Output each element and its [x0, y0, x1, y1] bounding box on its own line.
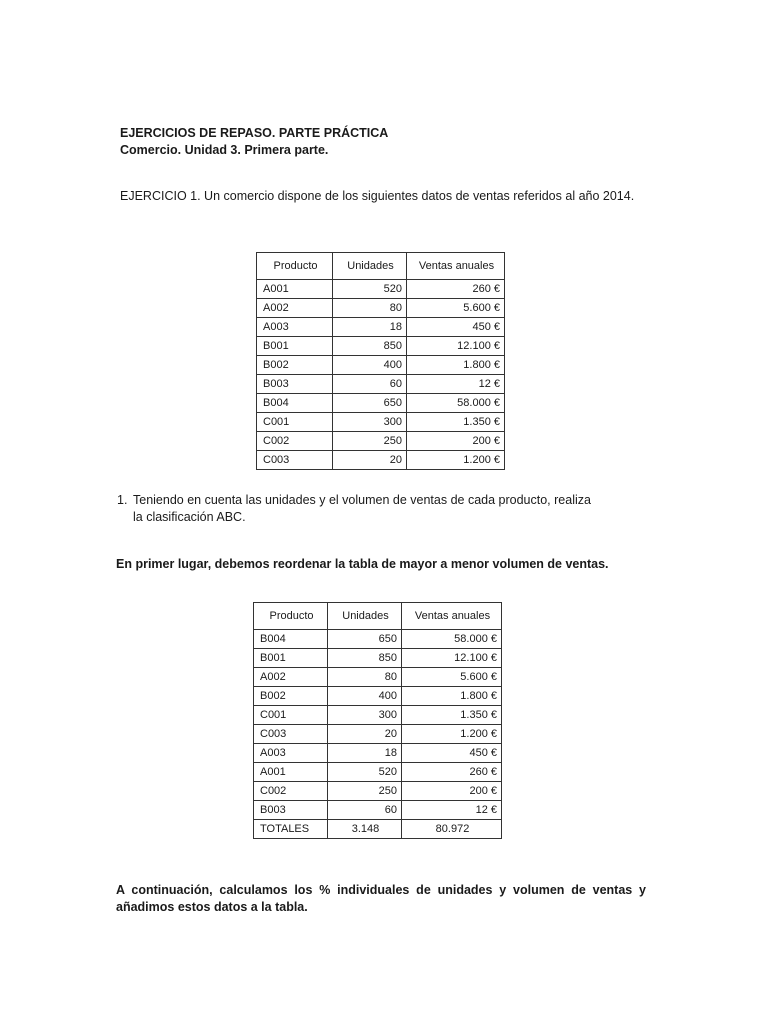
cell-producto: C002 — [257, 432, 333, 451]
table-row — [257, 299, 505, 318]
cell-unidades: 850 — [328, 649, 402, 668]
cell-unidades: 300 — [333, 413, 407, 432]
cell-ventas: 200 € — [407, 432, 505, 451]
cell-ventas: 58.000 € — [407, 394, 505, 413]
table-row — [254, 630, 502, 649]
table-row — [257, 337, 505, 356]
cell-unidades: 80 — [333, 299, 407, 318]
cell-unidades: 20 — [333, 451, 407, 470]
cell-unidades: 250 — [328, 782, 402, 801]
cell-ventas: 12.100 € — [402, 649, 502, 668]
table-header-row — [257, 253, 505, 280]
table-row — [254, 706, 502, 725]
cell-ventas: 450 € — [407, 318, 505, 337]
cell-unidades: 18 — [333, 318, 407, 337]
instruction-paragraph-percentages: A continuación, calculamos los % individuales de unidades y volumen de ventas y añadimos estos datos a la tabla. — [116, 883, 646, 914]
cell-producto: B002 — [254, 687, 328, 706]
cell-ventas: 5.600 € — [407, 299, 505, 318]
table-row — [254, 668, 502, 687]
table-header-row — [254, 603, 502, 630]
table-row — [257, 318, 505, 337]
cell-producto: C002 — [254, 782, 328, 801]
cell-producto: A001 — [257, 280, 333, 299]
table-row — [257, 280, 505, 299]
cell-producto: B001 — [257, 337, 333, 356]
question-text-line-2: la clasificación ABC. — [133, 510, 246, 524]
cell-producto: C003 — [254, 725, 328, 744]
cell-producto: B003 — [257, 375, 333, 394]
table-row — [257, 451, 505, 470]
document-title: EJERCICIOS DE REPASO. PARTE PRÁCTICA — [120, 126, 389, 140]
question-text-line-1: Teniendo en cuenta las unidades y el volumen de ventas de cada producto, realiza — [133, 493, 591, 507]
cell-unidades: 20 — [328, 725, 402, 744]
cell-producto: B003 — [254, 801, 328, 820]
column-header-producto: Producto — [257, 253, 333, 280]
cell-unidades: 400 — [333, 356, 407, 375]
cell-unidades: 80 — [328, 668, 402, 687]
cell-producto: C003 — [257, 451, 333, 470]
cell-ventas: 80.972 — [402, 820, 502, 839]
cell-ventas: 12 € — [402, 801, 502, 820]
table-row — [257, 432, 505, 451]
cell-ventas: 58.000 € — [402, 630, 502, 649]
cell-unidades: 400 — [328, 687, 402, 706]
table-row — [254, 782, 502, 801]
table-row — [254, 649, 502, 668]
sales-table-original — [256, 252, 505, 470]
cell-ventas: 450 € — [402, 744, 502, 763]
cell-unidades: 60 — [333, 375, 407, 394]
cell-ventas: 1.200 € — [402, 725, 502, 744]
cell-ventas: 12 € — [407, 375, 505, 394]
instruction-paragraph-reorder: En primer lugar, debemos reordenar la tabla de mayor a menor volumen de ventas. — [116, 557, 609, 571]
column-header-unidades: Unidades — [333, 253, 407, 280]
document-subtitle: Comercio. Unidad 3. Primera parte. — [120, 143, 329, 157]
table-row — [257, 413, 505, 432]
cell-ventas: 260 € — [407, 280, 505, 299]
column-header-unidades: Unidades — [328, 603, 402, 630]
cell-producto: A003 — [257, 318, 333, 337]
table-row — [254, 801, 502, 820]
cell-unidades: 60 — [328, 801, 402, 820]
table-row — [254, 687, 502, 706]
cell-ventas: 260 € — [402, 763, 502, 782]
cell-producto: A001 — [254, 763, 328, 782]
column-header-producto: Producto — [254, 603, 328, 630]
cell-unidades: 520 — [328, 763, 402, 782]
cell-unidades: 520 — [333, 280, 407, 299]
exercise-1-statement: EJERCICIO 1. Un comercio dispone de los siguientes datos de ventas referidos al año 2014. — [120, 189, 635, 203]
cell-producto: C001 — [254, 706, 328, 725]
cell-producto: B002 — [257, 356, 333, 375]
table-row — [257, 394, 505, 413]
table-row — [254, 725, 502, 744]
cell-producto: A002 — [257, 299, 333, 318]
cell-unidades: 650 — [328, 630, 402, 649]
cell-ventas: 1.200 € — [407, 451, 505, 470]
cell-unidades: 850 — [333, 337, 407, 356]
cell-producto: A002 — [254, 668, 328, 687]
cell-producto: B004 — [257, 394, 333, 413]
cell-producto: B004 — [254, 630, 328, 649]
column-header-ventas: Ventas anuales — [402, 603, 502, 630]
cell-ventas: 12.100 € — [407, 337, 505, 356]
table-row — [254, 763, 502, 782]
column-header-ventas: Ventas anuales — [407, 253, 505, 280]
cell-ventas: 1.350 € — [402, 706, 502, 725]
table-row — [257, 375, 505, 394]
cell-producto: C001 — [257, 413, 333, 432]
cell-ventas: 1.800 € — [407, 356, 505, 375]
cell-ventas: 5.600 € — [402, 668, 502, 687]
cell-ventas: 1.800 € — [402, 687, 502, 706]
cell-ventas: 1.350 € — [407, 413, 505, 432]
cell-producto: B001 — [254, 649, 328, 668]
table-row — [257, 356, 505, 375]
cell-ventas: 200 € — [402, 782, 502, 801]
table-row — [254, 744, 502, 763]
cell-producto: A003 — [254, 744, 328, 763]
cell-unidades: 250 — [333, 432, 407, 451]
cell-unidades: 3.148 — [328, 820, 402, 839]
table-row — [254, 820, 502, 839]
cell-producto: TOTALES — [254, 820, 328, 839]
cell-unidades: 650 — [333, 394, 407, 413]
sales-table-sorted — [253, 602, 502, 839]
cell-unidades: 18 — [328, 744, 402, 763]
question-1 — [117, 492, 647, 526]
question-number: 1. — [117, 493, 128, 507]
cell-unidades: 300 — [328, 706, 402, 725]
